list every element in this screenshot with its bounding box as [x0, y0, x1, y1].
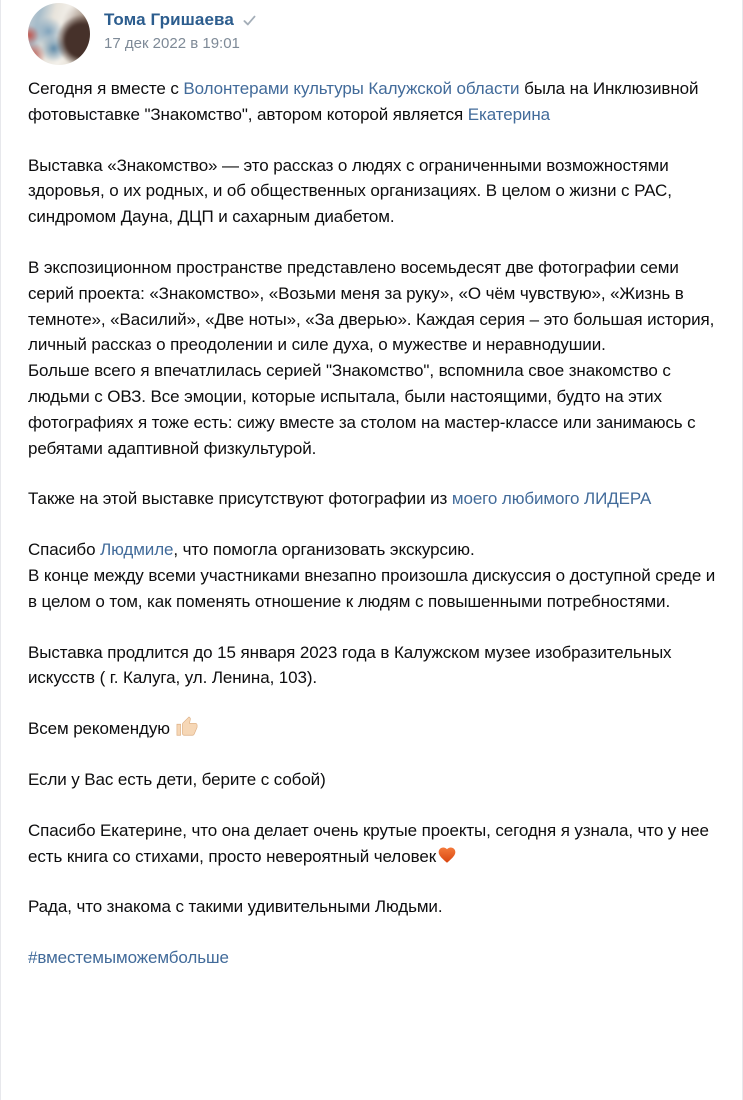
post-paragraph: Если у Вас есть дети, берите с собой)	[28, 769, 326, 789]
author-name-link[interactable]: Тома Гришаева	[104, 10, 234, 29]
post-paragraph: Всем рекомендую	[28, 716, 716, 742]
verified-checkmark-icon	[242, 13, 257, 28]
post-text	[28, 76, 716, 971]
post-paragraph	[28, 945, 716, 971]
post-header	[28, 3, 716, 65]
post-header-info	[104, 3, 257, 52]
post-paragraph: Спасибо Екатерине, что она делает очень крутые проекты, сегодня я узнала, что у нее есть книга со стихами, просто невероятный человек	[28, 820, 709, 866]
mention-link[interactable]: моего любимого ЛИДЕРА	[451, 489, 652, 509]
post-paragraph: В экспозиционном пространстве представлено восемьдесят две фотографии семи серий проекта: «Знакомство», «Возьми меня за руку», «О чём чувствую», «Жизнь в темноте», «Василий», «Две ноты», «За дверью». Каждая серия – это большая история, личный рассказ о преодолении и силе духа, о мужестве и неравнодушии. Больше всего я впечатлилась серией "Знакомство", вспомнила свое знакомство с людьми с ОВЗ. Все эмоции, которые испытала, были настоящими, будто на этих фотографиях я тоже есть: сижу вместе за столом на мастер-классе или занимаюсь с ребятами адаптивной физкультурой.	[28, 257, 715, 458]
thumbs-up-light-skin-icon	[176, 716, 198, 738]
post-paragraph: Также на этой выставке присутствуют фотографии из моего любимого ЛИДЕРА	[28, 489, 652, 509]
mention-link[interactable]: Людмиле	[100, 540, 174, 560]
post-paragraph: Выставка продлится до 15 января 2023 года в Калужском музее изобразительных искусств ( г. Калуга, ул. Ленина, 103).	[28, 642, 672, 688]
avatar-photo	[28, 3, 90, 65]
post-paragraph: Рада, что знакома с такими удивительными Людьми.	[28, 897, 443, 917]
post-date[interactable]: 17 дек 2022 в 19:01	[104, 35, 240, 52]
mention-link[interactable]: Волонтерами культуры Калужской области	[183, 79, 520, 98]
avatar[interactable]	[28, 3, 90, 65]
mention-link[interactable]: Екатерина	[467, 104, 550, 124]
orange-red-heart-icon	[437, 845, 457, 865]
post-paragraph: Выставка «Знакомство» — это рассказ о людях с ограниченными возможностями здоровья, о их родных, и об общественных организациях. В целом о жизни с РАС, синдромом Дауна, ДЦП и сахарным диабетом.	[28, 155, 672, 227]
hashtag-link[interactable]: #вместемыможембольше	[28, 948, 229, 968]
author-row	[104, 10, 257, 30]
post-paragraph: Сегодня я вместе с Волонтерами культуры Калужской области была на Инклюзивной фотовыставке "Знакомство", автором которой является Екатерина	[28, 79, 699, 124]
post-paragraph: Спасибо Людмиле, что помогла организовать экскурсию. В конце между всеми участниками внезапно произошла дискуссия о доступной среде и в целом о том, как поменять отношение к людям с повышенными потребностями.	[28, 540, 716, 611]
